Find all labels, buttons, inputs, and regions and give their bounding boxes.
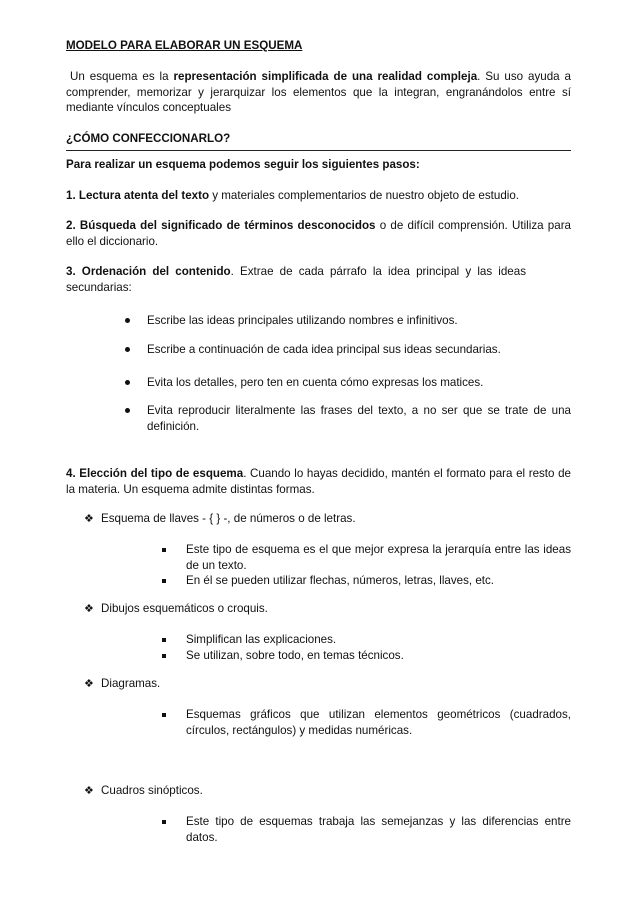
diamond-bullet-icon: ❖	[84, 602, 94, 615]
schema-type-label: Cuadros sinópticos.	[101, 784, 203, 797]
diamond-bullet-icon: ❖	[84, 784, 94, 797]
intro-text-1: Un esquema es la	[70, 70, 174, 83]
bullet-dot-icon	[125, 347, 130, 352]
bullet-dot-icon	[125, 318, 130, 323]
step-3-bullet: Escribe a continuación de cada idea principal sus ideas secundarias.	[147, 343, 501, 356]
step-3-bullet: Escribe las ideas principales utilizando nombres e infinitivos.	[147, 314, 458, 327]
schema-type-item: Simplifican las explicaciones.	[186, 633, 337, 646]
bullet-dot-icon	[125, 408, 130, 413]
square-bullet-icon	[162, 654, 166, 658]
square-bullet-icon	[162, 638, 166, 642]
schema-type-item: Este tipo de esquema es el que mejor expresa la jerarquía entre las ideas de un texto.	[186, 543, 571, 572]
schema-type-item: Este tipo de esquemas trabaja las semejanzas y las diferencias entre datos.	[186, 815, 571, 844]
document-title: MODELO PARA ELABORAR UN ESQUEMA	[66, 39, 303, 52]
schema-type-label: Esquema de llaves - { } -, de números o de letras.	[101, 512, 356, 525]
step-1-text: y materiales complementarios de nuestro objeto de estudio.	[209, 189, 520, 202]
section-heading-como: ¿CÓMO CONFECCIONARLO?	[66, 132, 231, 145]
diamond-bullet-icon: ❖	[84, 677, 94, 690]
schema-type-item: En él se pueden utilizar flechas, números, letras, llaves, etc.	[186, 574, 495, 587]
schema-type-label: Diagramas.	[101, 677, 161, 690]
diamond-bullet-icon: ❖	[84, 512, 94, 525]
schema-type-item: Se utilizan, sobre todo, en temas técnicos.	[186, 649, 404, 662]
step-2	[66, 218, 571, 249]
schema-type-label: Dibujos esquemáticos o croquis.	[101, 602, 268, 615]
square-bullet-icon	[162, 820, 166, 824]
step-2-text: o de difícil comprensión. Utiliza para ello el diccionario.	[66, 219, 572, 248]
square-bullet-icon	[162, 579, 166, 583]
schema-type-item: Esquemas gráficos que utilizan elementos geométricos (cuadrados, círculos, rectángulos) y medidas numéricas.	[186, 708, 571, 737]
horizontal-rule	[66, 150, 571, 151]
step-3	[66, 264, 526, 295]
intro-paragraph	[66, 69, 571, 116]
step-4-text: . Cuando lo hayas decidido, mantén el formato para el resto de la materia. Un esquema admite distintas formas.	[66, 467, 571, 496]
bullet-dot-icon	[125, 380, 130, 385]
step-3-bullet: Evita reproducir literalmente las frases del texto, a no ser que se trate de una definición.	[147, 404, 571, 433]
square-bullet-icon	[162, 713, 166, 717]
step-4-title: 4. Elección del tipo de esquema	[66, 467, 244, 480]
step-3-bullet: Evita los detalles, pero ten en cuenta cómo expresas los matices.	[147, 376, 484, 389]
square-bullet-icon	[162, 548, 166, 552]
step-2-title: 2. Búsqueda del significado de términos desconocidos	[66, 219, 376, 232]
step-4	[66, 466, 571, 497]
step-1	[66, 188, 519, 203]
steps-intro: Para realizar un esquema podemos seguir los siguientes pasos:	[66, 158, 420, 171]
intro-highlight: representación simplificada de una realidad compleja	[173, 70, 478, 83]
step-3-title: 3. Ordenación del contenido	[66, 265, 231, 278]
step-1-title: 1. Lectura atenta del texto	[66, 189, 210, 202]
intro-text-2: . Su uso ayuda a comprender, memorizar y jerarquizar los elementos que la integran, engranándolos entre sí mediante vínculos conceptuales	[66, 70, 571, 114]
step-3-text: . Extrae de cada párrafo la idea principal y las ideas secundarias:	[66, 265, 526, 294]
